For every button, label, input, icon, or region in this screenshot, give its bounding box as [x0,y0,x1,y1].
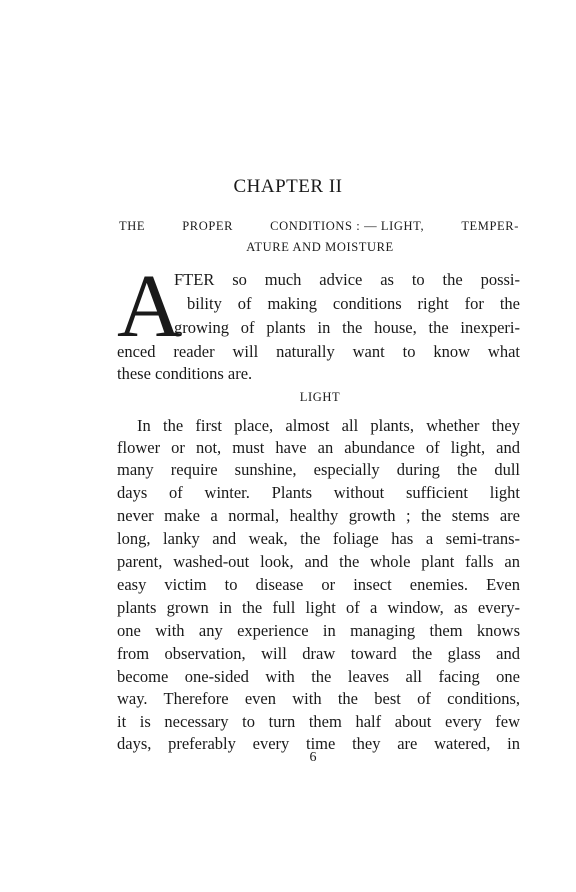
subtitle-word: PROPER [182,219,234,233]
intro-line: growing of plants in the house, the inexperi- [174,318,520,337]
chapter-title: CHAPTER II [233,176,343,197]
drop-cap: A [117,257,182,356]
body-line: many require sunshine, especially during the dull [117,460,520,479]
body-line: In the first place, almost all plants, whether they [137,416,520,435]
body-line: become one-sided with the leaves all facing one [117,667,520,686]
intro-line: bility of making conditions right for the [187,294,520,313]
intro-line: enced reader will naturally want to know what [117,342,520,361]
body-line: days of winter. Plants without sufficient light [117,483,520,502]
body-line: parent, washed-out look, and the whole plant falls an [117,552,520,571]
intro-line: these conditions are. [117,364,253,383]
body-line: plants grown in the full light of a window, as every- [117,598,520,617]
section-heading-light: LIGHT [299,390,341,404]
subtitle-word: TEMPER- [461,219,519,233]
body-line: way. Therefore even with the best of conditions, [117,689,520,708]
page-number: 6 [309,750,317,765]
body-line: flower or not, must have an abundance of light, and [117,438,520,457]
body-line: one with any experience in managing them knows [117,621,520,640]
intro-line: FTER so much advice as to the possi- [174,270,520,289]
body-line: from observation, will draw toward the glass and [117,644,520,663]
body-line: days, preferably every time they are watered, in [117,734,520,753]
chapter-subtitle-line-1 [119,219,519,234]
body-line: easy victim to disease or insect enemies. Even [117,575,520,594]
chapter-subtitle-line-2: ATURE AND MOISTURE [246,240,394,254]
body-line: never make a normal, healthy growth ; the stems are [117,506,520,525]
subtitle-word: CONDITIONS : — LIGHT, [270,219,425,233]
body-line: it is necessary to turn them half about every few [117,712,520,731]
body-line: long, lanky and weak, the foliage has a semi-trans- [117,529,520,548]
subtitle-word: THE [119,219,146,233]
